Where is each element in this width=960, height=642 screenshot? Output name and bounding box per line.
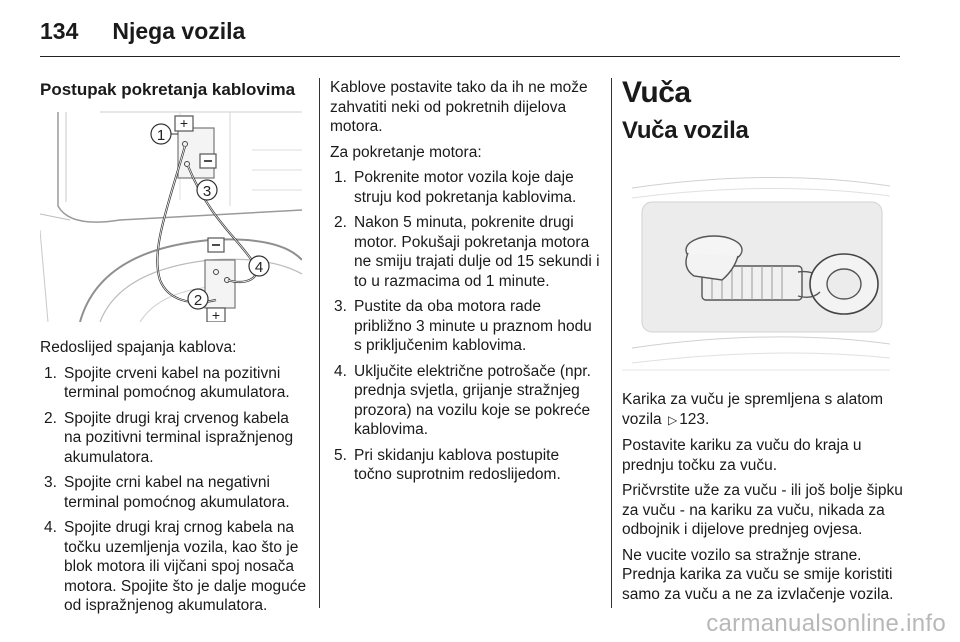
callout-3	[197, 180, 217, 200]
towing-eye-install: Postavite kariku za vuču do kraja u prednju točku za vuču.	[622, 437, 862, 474]
start-engine-intro: Za pokretanje motora:	[330, 143, 482, 161]
list-item: 5. Pri skidanju kablova postupite točno suprotnim redoslijedom.	[334, 446, 561, 483]
watermark: carmanualsonline.info	[706, 610, 946, 637]
start-steps-list	[330, 168, 600, 485]
towing-title: Vuča	[622, 76, 691, 109]
list-item: 2. Nakon 5 minuta, pokrenite drugi motor. Pokušaji pokretanja motora ne smiju trajati dulje od 15 sekundi i to u razmacima od 1 minute.	[334, 214, 600, 290]
svg-text:+: +	[179, 115, 189, 131]
list-item: 4. Uključite električne potrošače (npr. prednja svjetla, grijanje stražnjeg prozora) na vozilu koje se pokreće kablovima.	[334, 362, 591, 438]
section-title: Postupak pokretanja kablovima	[40, 80, 296, 99]
list-item: 3. Pustite da oba motora rade približno 3 minute u praznom hodu s priključenim kablovima.	[334, 298, 592, 354]
connection-steps-list	[40, 364, 308, 616]
connection-order-intro: Redoslijed spajanja kablova:	[40, 339, 237, 356]
towing-rear-warning: Ne vucite vozilo sa stražnje strane. Prednja karika za vuču se smije koristiti samo za vuču a ne za izvlačenje vozila.	[622, 546, 894, 603]
list-item: 4. Spojite drugi kraj crnog kabela na točku uzemljenja vozila, kao što je blok motora ili vijčani spoj nosača motora. Spojite što je dalje moguće od ispražnjenog akumulatora.	[44, 519, 307, 614]
column-jump-start	[40, 80, 308, 622]
column-towing	[622, 76, 912, 610]
cable-placement-note: Kablove postavite tako da ih ne može zahvatiti neki od pokretnih dijelova motora.	[330, 79, 588, 135]
column-starting-procedure	[330, 78, 600, 491]
header-rule	[40, 56, 900, 57]
page-header	[40, 18, 245, 48]
svg-text:3: 3	[202, 183, 212, 200]
column-divider-2	[611, 78, 612, 608]
towing-eye-location: Karika za vuču je spremljena s alatom vozila ▷ 123.	[622, 390, 912, 430]
towing-subtitle: Vuča vozila	[622, 117, 749, 144]
list-item: 2. Spojite drugi kraj crvenog kabela na pozitivni terminal ispražnjenog akumulatora.	[44, 409, 294, 466]
list-item: 1. Pokrenite motor vozila koje daje struju kod pokretanja kablovima.	[334, 169, 577, 206]
towing-rope-attach: Pričvrstite uže za vuču - ili još bolje šipku za vuču - na kariku za vuču, nikada za odbojnik i dijelove prednjeg ovjesa.	[622, 482, 903, 538]
chapter-title: Njega vozila	[112, 18, 246, 44]
page-reference[interactable]: 123.	[679, 410, 710, 428]
jump-start-figure	[40, 110, 302, 322]
page-number: 134	[40, 18, 79, 44]
callout-4	[249, 256, 269, 276]
svg-text:2: 2	[193, 292, 203, 309]
column-divider-1	[319, 78, 320, 608]
svg-text:4: 4	[254, 259, 264, 276]
list-item: 1. Spojite crveni kabel na pozitivni terminal pomoćnog akumulatora.	[44, 364, 290, 401]
list-item: 3. Spojite crni kabel na negativni terminal pomoćnog akumulatora.	[44, 474, 290, 511]
towing-eye-figure	[622, 158, 892, 380]
page-ref-arrow-icon: ▷	[667, 412, 678, 427]
callout-2	[188, 289, 208, 309]
svg-text:1: 1	[156, 127, 166, 144]
svg-text:+: +	[211, 307, 221, 322]
